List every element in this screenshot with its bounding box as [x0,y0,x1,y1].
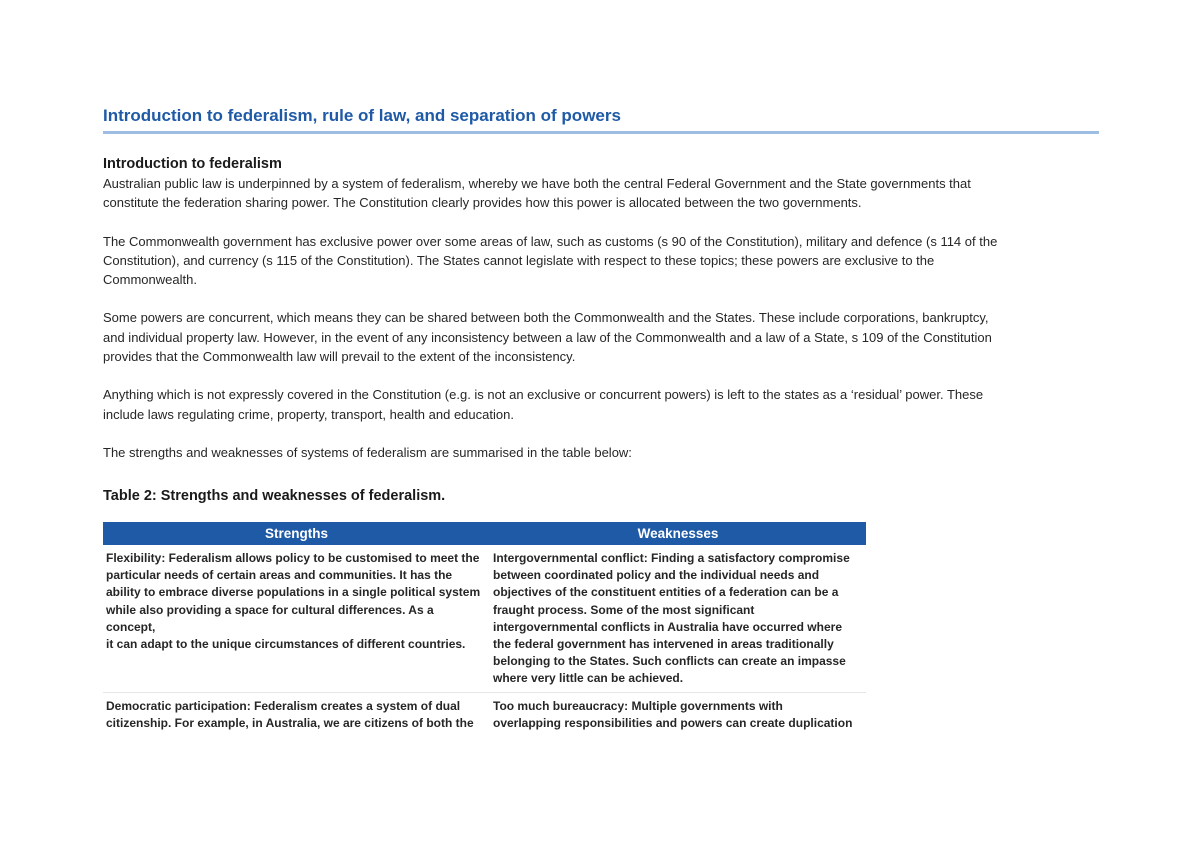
paragraph-3 [103,308,1099,366]
paragraph-line: Some powers are concurrent, which means they can be shared between both the Commonwealth and the States. These include corporations, bankruptcy, [103,310,989,326]
strength-cell-democratic-participation: Democratic participation: Federalism creates a system of dual citizenship. For example, in Australia, we are citizens of both the [106,698,474,730]
table-row [103,692,866,736]
paragraph-line: Commonwealth. [103,272,197,288]
weakness-cell-bureaucracy: Too much bureaucracy: Multiple governments with overlapping responsibilities and powers can create duplication [493,698,853,730]
paragraph-5 [103,443,1099,462]
paragraph-line: The Commonwealth government has exclusive power over some areas of law, such as customs (s 90 of the Constitution), military and defence (s 114 of the [103,233,998,249]
section-heading: Introduction to federalism [103,156,282,172]
paragraph-line: Australian public law is underpinned by a system of federalism, whereby we have both the central Federal Government and the State governments that [103,176,971,191]
header-weaknesses: Weaknesses [490,522,866,545]
title-divider [103,131,1099,134]
table-header-row [103,522,866,545]
paragraph-line: Anything which is not expressly covered in the Constitution (e.g. is not an exclusive or concurrent powers) is left to the states as a ‘residual’ power. These [103,387,984,403]
paragraph-line: include laws regulating crime, property, transport, health and education. [103,406,514,422]
paragraph-line: provides that the Commonwealth law will prevail to the extent of the inconsistency. [103,349,576,365]
weakness-cell-intergovernmental-conflict: Intergovernmental conflict: Finding a satisfactory compromise between coordinated policy and the individual needs and objectives of the constituent entities of a federation can be a fraught process. Some of the most significant intergovernmental conflicts in Australia have occurred where the federal government has intervened in areas traditionally belonging to the States. Such conflicts can create an impasse where very little can be achieved. [490,545,866,692]
paragraph-4 [103,385,1099,424]
header-strengths: Strengths [103,522,490,545]
table-caption: Table 2: Strengths and weaknesses of federalism. [103,488,446,505]
document-title: Introduction to federalism, rule of law, and separation of powers [103,106,621,125]
paragraph-line: The strengths and weaknesses of systems of federalism are summarised in the table below: [103,444,632,460]
paragraph-1 [103,174,1099,213]
paragraph-2 [103,232,1099,290]
document-page [103,104,1099,730]
table-row [103,545,866,692]
paragraph-line: constitute the federation sharing power. The Constitution clearly provides how this power is allocated between the two governments. [103,195,862,211]
strength-cell-flexibility: Flexibility: Federalism allows policy to be customised to meet the particular needs of certain areas and communities. It has the ability to embrace diverse populations in a single political system while also providing a space for cultural differences. As a concept, it can adapt to the unique circumstances of different countries. [103,545,490,692]
federalism-table [103,522,866,736]
paragraph-line: and individual property law. However, in the event of any inconsistency between a law of the Commonwealth and a law of a State, s 109 of the Constitution [103,329,992,345]
paragraph-line: Constitution), and currency (s 115 of the Constitution). The States cannot legislate with respect to these topics; these powers are exclusive to the [103,252,935,268]
